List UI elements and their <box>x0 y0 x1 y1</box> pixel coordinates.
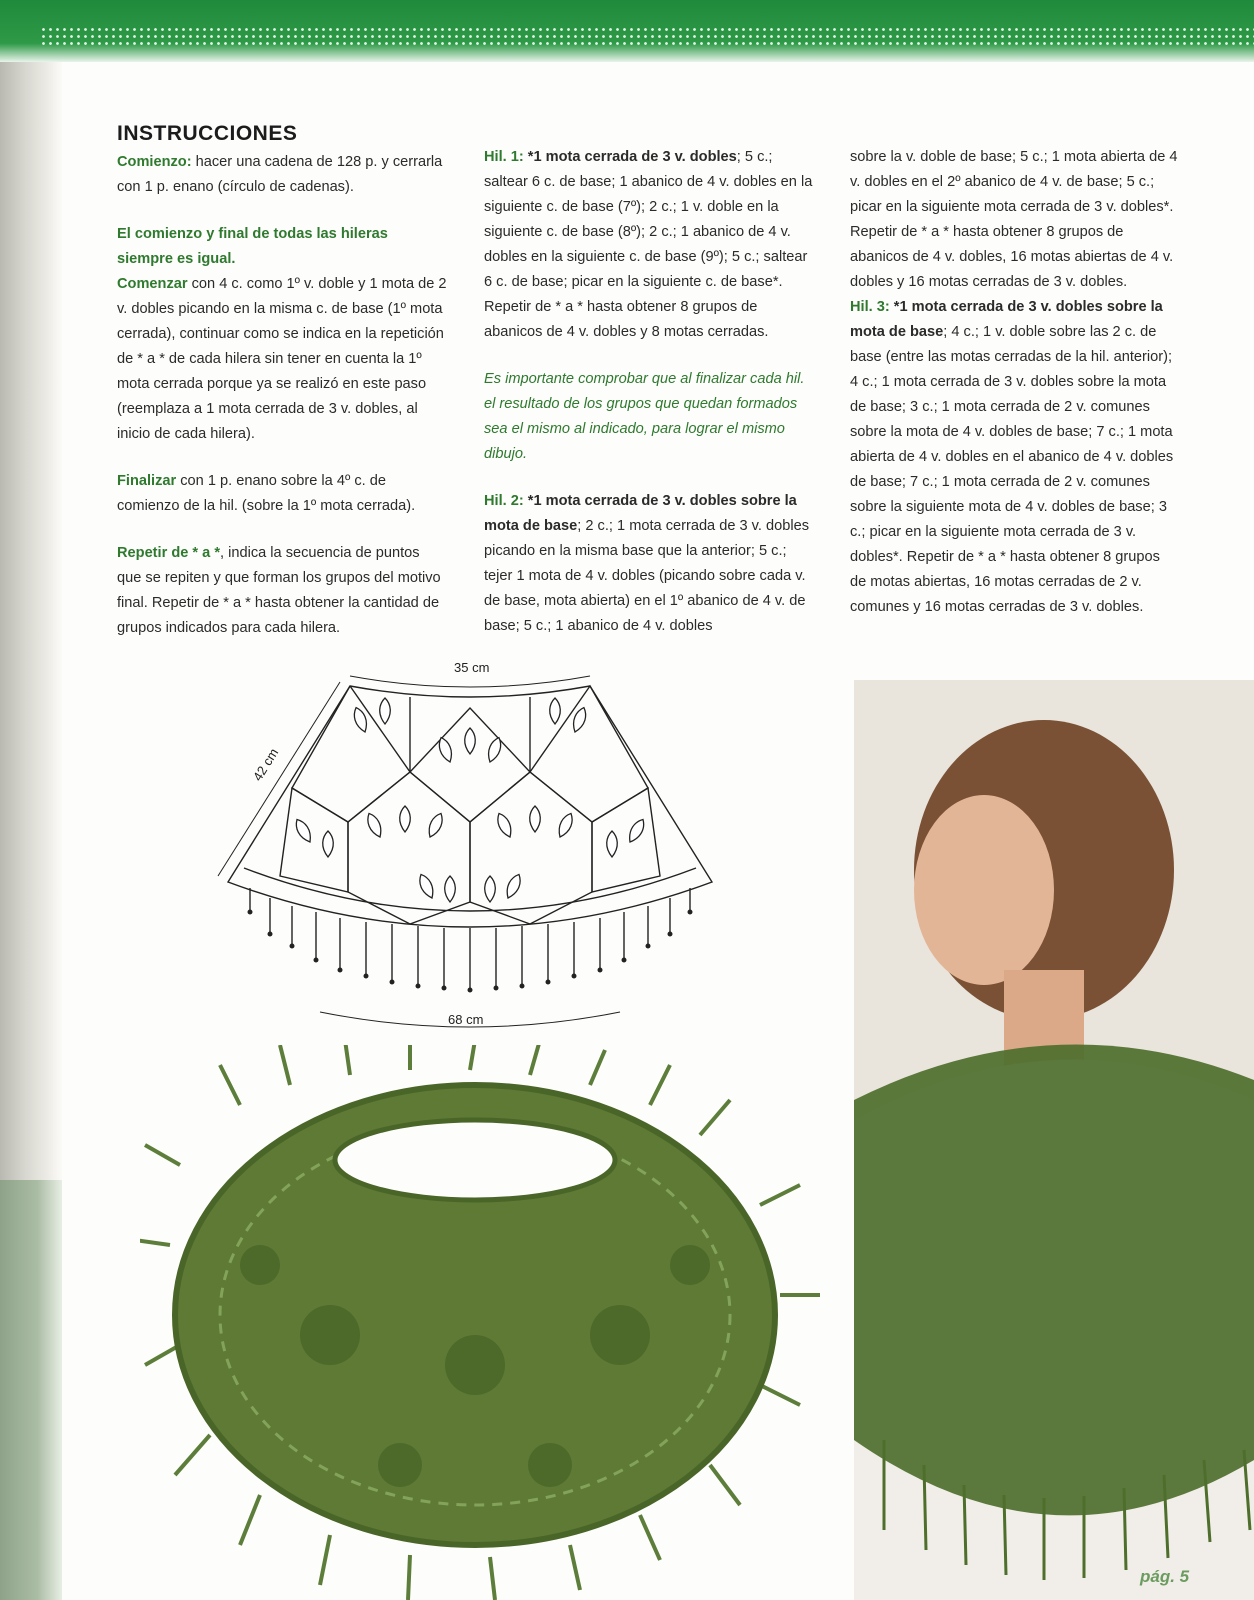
section-title: INSTRUCCIONES <box>117 122 298 145</box>
bold-hil-1: *1 mota cerrada de 3 v. dobles <box>523 149 737 165</box>
label-bottom-width: 68 cm <box>448 1012 484 1027</box>
instructions-column-3 <box>850 145 1180 642</box>
rule-all-rows: El comienzo y final de todas las hileras siempre es igual. <box>117 226 388 267</box>
paragraph-finalizar <box>117 469 447 519</box>
paragraph-comenzar <box>117 222 447 447</box>
schematic-diagram <box>200 662 740 1062</box>
lead-hil-3: Hil. 3: <box>850 299 890 315</box>
header-dot-pattern <box>40 26 1254 48</box>
garment-flat-photo <box>140 1045 820 1600</box>
lead-finalizar: Finalizar <box>117 473 177 489</box>
lead-comenzar: Comenzar <box>117 276 188 292</box>
paragraph-hil-2 <box>484 489 814 639</box>
model-photo <box>854 680 1254 1600</box>
text-hil-3: ; 4 c.; 1 v. doble sobre las 2 c. de base (entre las motas cerradas de la hil. anterior); 4 c.; 1 mota cerrada de 3 v. dobles sobre la mota de base; 3 c.; 1 mota cerrada de 2 v. comunes sobre la mota de 4 v. dobles de base; 7 c.; 1 mota abierta de 4 v. dobles en el abanico de 4 v. dobles de base; 7 c.; 1 mota cerrada de 2 v. comunes sobre la siguiente mota de 4 v. dobles de base; 3 c.; picar en la siguiente mota cerrada de 3 v. dobles*. Repetir de * a * hasta obtener 8 grupos de motas abiertas, 16 motas cerradas de 2 v. comunes y 16 motas cerradas de 3 v. dobles. <box>850 324 1174 615</box>
text-repetir: , indica la secuencia de puntos que se repiten y que forman los grupos del motivo final. Repetir de * a * hasta obtener la cantidad de grupos indicados para cada hilera. <box>117 545 441 636</box>
text-hil-1: ; 5 c.; saltear 6 c. de base; 1 abanico de 4 v. dobles en la siguiente c. de base (7º); 2 c.; 1 v. doble en la siguiente c. de base (8º); 2 c.; 1 abanico de 4 v. dobles en la siguiente c. de base (9º); 5 c.; saltear 6 c. de base; picar en la siguiente c. de base*. Repetir de * a * hasta obtener 8 grupos de abanicos de 4 v. dobles y 8 motas cerradas. <box>484 149 813 340</box>
paragraph-repetir <box>117 541 447 641</box>
model-shawl <box>854 1044 1254 1515</box>
text-hil-2: ; 2 c.; 1 mota cerrada de 3 v. dobles picando en la misma base que la anterior; 5 c.; tejer 1 mota de 4 v. dobles (picando sobre cada v. de base, mota abierta) en el 1º abanico de 4 v. de base; 5 c.; 1 abanico de 4 v. dobles <box>484 518 810 634</box>
bold-hil-2: *1 mota cerrada de 3 v. dobles sobre la mota de base <box>484 493 797 534</box>
garment-neck-opening <box>335 1120 615 1200</box>
paragraph-comienzo <box>117 150 447 200</box>
note-important: Es importante comprobar que al finalizar cada hil. el resultado de los grupos que quedan formados sea el mismo al indicado, para lograr el mismo dibujo. <box>484 371 805 462</box>
text-comenzar: con 4 c. como 1º v. doble y 1 mota de 2 v. dobles picando en la misma c. de base (1º mota cerrada), continuar como se indica en la repetición de * a * de cada hilera sin tener en cuenta la 1º mota cerrada porque ya se realizó en este paso (reemplaza a 1 mota cerrada de 3 v. dobles, al inicio de cada hilera). <box>117 276 447 442</box>
page-number: pág. 5 <box>1140 1567 1190 1586</box>
label-top-width: 35 cm <box>454 662 490 675</box>
lead-hil-1: Hil. 1: <box>484 149 524 165</box>
lead-comienzo: Comienzo: <box>117 154 192 170</box>
paragraph-hil-2-cont: sobre la v. doble de base; 5 c.; 1 mota abierta de 4 v. dobles en el 2º abanico de 4 v. de base; 5 c.; picar en la siguiente mota cerrada de 3 v. dobles*. Repetir de * a * hasta obtener 8 grupos de abanicos de 4 v. dobles, 16 motas abiertas de 4 v. dobles y 16 motas cerradas de 3 v. dobles. <box>850 149 1178 290</box>
text-comienzo: hacer una cadena de 128 p. y cerrarla con 1 p. enano (círculo de cadenas). <box>117 154 443 195</box>
lead-repetir: Repetir de * a * <box>117 545 221 561</box>
spine-green-tint <box>0 1180 62 1600</box>
lead-hil-2: Hil. 2: <box>484 493 524 509</box>
paragraph-hil-3 <box>850 295 1180 620</box>
instructions-column-1 <box>117 120 447 663</box>
label-side-length: 42 cm <box>249 745 282 784</box>
text-finalizar: con 1 p. enano sobre la 4º c. de comienzo de la hil. (sobre la 1º mota cerrada). <box>117 473 416 514</box>
paragraph-hil-1 <box>484 145 814 345</box>
instructions-column-2 <box>484 145 814 661</box>
model-face <box>914 795 1054 985</box>
bold-hil-3: *1 mota cerrada de 3 v. dobles sobre la mota de base <box>850 299 1163 340</box>
